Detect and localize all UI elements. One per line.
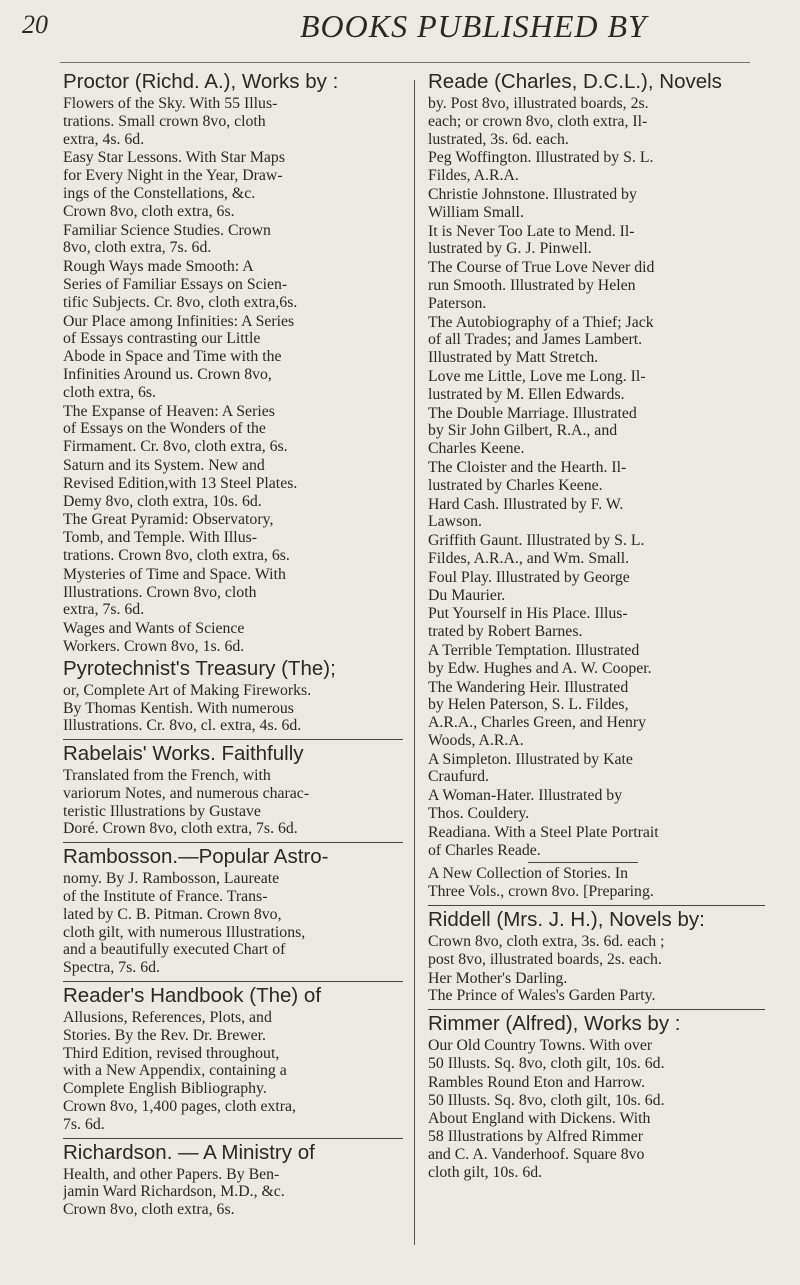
entry-line: Complete English Bibliography. (63, 1080, 267, 1098)
entry-line: Crown 8vo, 1,400 pages, cloth extra, (63, 1098, 296, 1116)
author-heading (428, 1012, 765, 1036)
entry-line: trations. Crown 8vo, cloth extra, 6s. (63, 546, 290, 564)
entry-line: About England with Dickens. With (428, 1110, 651, 1128)
entry-line: lustrated by G. J. Pinwell. (428, 240, 592, 258)
entry-line: Wages and Wants of Science (63, 620, 245, 638)
section-divider (528, 862, 638, 863)
entry-line: Hard Cash. Illustrated by F. W. (428, 495, 624, 513)
entry-line: by. Post 8vo, illustrated boards, 2s. (428, 95, 649, 112)
book-entry (63, 313, 403, 402)
book-entry (428, 933, 765, 969)
entry-line: Tomb, and Temple. With Illus- (63, 529, 258, 547)
book-entry (63, 511, 403, 564)
entry-line: Crown 8vo, cloth extra, 6s. (63, 202, 235, 220)
book-entry (63, 403, 403, 456)
entry-line: 50 Illusts. Sq. 8vo, cloth gilt, 10s. 6d. (428, 1055, 665, 1073)
entry-line: for Every Night in the Year, Draw- (63, 167, 283, 185)
book-entry (63, 457, 403, 510)
author-heading (63, 845, 403, 869)
author-heading (63, 70, 403, 94)
entry-line: The Autobiography of a Thief; Jack (428, 313, 654, 331)
entry-line: Health, and other Papers. By Ben- (63, 1165, 280, 1183)
entry-line: Rough Ways made Smooth: A (63, 258, 254, 276)
entry-line: A Woman-Hater. Illustrated by (428, 787, 623, 805)
author-heading (63, 1141, 403, 1165)
running-head: BOOKS PUBLISHED BY (300, 8, 647, 44)
book-entry (428, 1074, 765, 1110)
author-heading (63, 984, 403, 1008)
entry-line: Griffith Gaunt. Illustrated by S. L. (428, 532, 645, 550)
entry-line: Flowers of the Sky. With 55 Illus- (63, 95, 278, 112)
entry-line: and a beautifully executed Chart of (63, 941, 286, 959)
book-entry (428, 751, 765, 787)
book-entry (428, 314, 765, 367)
entry-line: of all Trades; and James Lambert. (428, 331, 643, 349)
entry-line: It is Never Too Late to Mend. Il- (428, 222, 635, 240)
book-entry (63, 870, 403, 977)
author-line: Pyrotechnist's Treasury (The); (63, 656, 336, 680)
author-line: Riddell (Mrs. J. H.), Novels by: (428, 908, 705, 932)
entry-line: Doré. Crown 8vo, cloth extra, 7s. 6d. (63, 820, 298, 838)
book-entry (428, 259, 765, 312)
book-entry (428, 1110, 765, 1181)
entry-line: The Wandering Heir. Illustrated (428, 678, 629, 696)
entry-line: trations. Small crown 8vo, cloth (63, 112, 266, 130)
entry-line: Familiar Science Studies. Crown (63, 221, 271, 239)
entry-line: Foul Play. Illustrated by George (428, 568, 630, 586)
entry-line: teristic Illustrations by Gustave (63, 802, 261, 820)
page-number: 20 (22, 10, 48, 39)
entry-line: A Simpleton. Illustrated by Kate (428, 750, 633, 768)
entry-line: The Expanse of Heaven: A Series (63, 402, 275, 420)
book-entry (428, 532, 765, 568)
entry-line: Abode in Space and Time with the (63, 348, 282, 366)
entry-line: Rambles Round Eton and Harrow. (428, 1073, 646, 1091)
entry-line: by Sir John Gilbert, R.A., and (428, 422, 618, 440)
book-entry (63, 767, 403, 838)
book-entry (428, 1037, 765, 1073)
entry-line: 7s. 6d. (63, 1115, 105, 1133)
section-divider (428, 905, 765, 906)
entry-line: The Double Marriage. Illustrated (428, 404, 637, 422)
entry-line: Paterson. (428, 294, 487, 312)
book-entry (428, 865, 765, 901)
entry-line: Spectra, 7s. 6d. (63, 959, 160, 977)
entry-line: Crown 8vo, cloth extra, 6s. (63, 1201, 235, 1219)
author-heading (63, 742, 403, 766)
entry-line: Readiana. With a Steel Plate Portrait (428, 823, 659, 841)
entry-line: or, Complete Art of Making Fireworks. (63, 681, 312, 699)
author-line: Richardson. — A Ministry of (63, 1140, 315, 1164)
book-entry (428, 679, 765, 750)
book-entry (428, 605, 765, 641)
author-heading (428, 908, 765, 932)
book-entry (63, 258, 403, 311)
entry-line: Third Edition, revised throughout, (63, 1044, 280, 1062)
entry-line: jamin Ward Richardson, M.D., &c. (63, 1183, 285, 1201)
entry-line: Mysteries of Time and Space. With (63, 565, 286, 583)
entry-line: The Great Pyramid: Observatory, (63, 511, 274, 529)
column-divider (414, 80, 415, 1245)
entry-line: with a New Appendix, containing a (63, 1062, 287, 1080)
entry-line: Du Maurier. (428, 586, 506, 604)
book-entry (63, 222, 403, 258)
author-line: Rimmer (Alfred), Works by : (428, 1012, 681, 1036)
entry-line: The Cloister and the Hearth. Il- (428, 458, 627, 476)
entry-line: post 8vo, illustrated boards, 2s. each. (428, 950, 662, 968)
book-entry (428, 787, 765, 823)
entry-line: trated by Robert Barnes. (428, 623, 583, 641)
header-rule (60, 62, 750, 63)
entry-line: Woods, A.R.A. (428, 731, 524, 749)
entry-line: Fildes, A.R.A., and Wm. Small. (428, 549, 630, 567)
book-entry (63, 1166, 403, 1219)
entry-line: Fildes, A.R.A. (428, 167, 519, 185)
entry-line: lustrated by Charles Keene. (428, 476, 603, 494)
entry-line: The Prince of Wales's Garden Party. (428, 987, 656, 1005)
book-entry (428, 496, 765, 532)
entry-line: Christie Johnstone. Illustrated by (428, 185, 637, 203)
book-entry (428, 459, 765, 495)
entry-line: extra, 7s. 6d. (63, 601, 145, 619)
left-column (63, 70, 403, 1220)
book-entry (428, 149, 765, 185)
entry-line: Illustrations. Crown 8vo, cloth (63, 583, 257, 601)
book-entry (63, 1009, 403, 1134)
book-entry (428, 642, 765, 678)
entry-line: Craufurd. (428, 768, 489, 786)
entry-line: Workers. Crown 8vo, 1s. 6d. (63, 637, 245, 655)
entry-line: each; or crown 8vo, cloth extra, Il- (428, 112, 648, 130)
book-entry (428, 569, 765, 605)
entry-line: Crown 8vo, cloth extra, 3s. 6d. each ; (428, 933, 665, 951)
author-line: Rambosson.—Popular Astro- (63, 845, 329, 869)
entry-line: 50 Illusts. Sq. 8vo, cloth gilt, 10s. 6d. (428, 1091, 665, 1109)
author-line: Proctor (Richd. A.), Works by : (63, 70, 339, 93)
entry-line: Love me Little, Love me Long. Il- (428, 367, 646, 385)
entry-line: of Essays contrasting our Little (63, 330, 261, 348)
author-line: Reader's Handbook (The) of (63, 984, 322, 1008)
entry-line: Illustrations. Cr. 8vo, cl. extra, 4s. 6d. (63, 717, 302, 735)
book-entry (428, 223, 765, 259)
entry-line: cloth gilt, with numerous Illustrations, (63, 923, 306, 941)
entry-line: Put Yourself in His Place. Illus- (428, 605, 628, 623)
entry-line: variorum Notes, and numerous charac- (63, 784, 310, 802)
section-divider (63, 739, 403, 740)
entry-line: of Essays on the Wonders of the (63, 420, 266, 438)
entry-line: cloth extra, 6s. (63, 383, 156, 401)
entry-line: of the Institute of France. Trans- (63, 888, 268, 906)
entry-line: ings of the Constellations, &c. (63, 184, 256, 202)
entry-line: Saturn and its System. New and (63, 456, 265, 474)
entry-line: Revised Edition,with 13 Steel Plates. (63, 474, 298, 492)
entry-line: by Edw. Hughes and A. W. Cooper. (428, 659, 652, 677)
entry-line: Illustrated by Matt Stretch. (428, 349, 599, 367)
entry-line: lated by C. B. Pitman. Crown 8vo, (63, 905, 282, 923)
section-divider (63, 842, 403, 843)
entry-line: Infinities Around us. Crown 8vo, (63, 365, 272, 383)
section-divider (428, 1009, 765, 1010)
entry-line: 8vo, cloth extra, 7s. 6d. (63, 239, 212, 257)
right-column (428, 70, 765, 1183)
entry-line: Charles Keene. (428, 440, 525, 458)
section-divider (63, 981, 403, 982)
entry-line: Lawson. (428, 513, 482, 531)
entry-line: of Charles Reade. (428, 841, 541, 859)
book-entry (428, 368, 765, 404)
entry-line: Stories. By the Rev. Dr. Brewer. (63, 1026, 266, 1044)
entry-line: Our Old Country Towns. With over (428, 1037, 653, 1055)
entry-line: run Smooth. Illustrated by Helen (428, 276, 636, 294)
entry-line: Three Vols., crown 8vo. [Preparing. (428, 883, 654, 901)
entry-line: extra, 4s. 6d. (63, 130, 145, 148)
entry-line: and C. A. Vanderhoof. Square 8vo (428, 1146, 645, 1164)
entry-line: By Thomas Kentish. With numerous (63, 699, 294, 717)
entry-line: A.R.A., Charles Green, and Henry (428, 714, 647, 732)
entry-line: Thos. Couldery. (428, 805, 530, 823)
author-line: Rabelais' Works. Faithfully (63, 742, 304, 766)
entry-line: Her Mother's Darling. (428, 969, 568, 987)
entry-line: William Small. (428, 203, 524, 221)
entry-line: Our Place among Infinities: A Series (63, 312, 295, 330)
entry-line: by Helen Paterson, S. L. Fildes, (428, 696, 629, 714)
book-entry (63, 566, 403, 619)
author-heading (63, 657, 403, 681)
author-line: Reade (Charles, D.C.L.), Novels (428, 70, 722, 93)
entry-line: Translated from the French, with (63, 767, 271, 785)
book-entry (428, 95, 765, 148)
entry-line: Easy Star Lessons. With Star Maps (63, 149, 285, 167)
entry-line: Firmament. Cr. 8vo, cloth extra, 6s. (63, 438, 288, 456)
book-entry (63, 149, 403, 220)
entry-line: Peg Woffington. Illustrated by S. L. (428, 149, 654, 167)
author-heading (428, 70, 765, 94)
book-entry (63, 620, 403, 656)
section-divider (63, 1138, 403, 1139)
entry-line: lustrated, 3s. 6d. each. (428, 130, 569, 148)
book-entry (428, 405, 765, 458)
entry-line: A New Collection of Stories. In (428, 865, 629, 883)
page-header (0, 0, 800, 70)
entry-line: The Course of True Love Never did (428, 259, 655, 277)
entry-line: lustrated by M. Ellen Edwards. (428, 385, 625, 403)
book-entry (428, 970, 765, 1006)
entry-line: cloth gilt, 10s. 6d. (428, 1163, 543, 1181)
book-entry (428, 186, 765, 222)
entry-line: Series of Familiar Essays on Scien- (63, 275, 288, 293)
entry-line: tific Subjects. Cr. 8vo, cloth extra,6s. (63, 293, 298, 311)
entry-line: Demy 8vo, cloth extra, 10s. 6d. (63, 492, 262, 510)
book-entry (63, 95, 403, 148)
book-entry (63, 682, 403, 735)
book-entry (428, 824, 765, 860)
entry-line: 58 Illustrations by Alfred Rimmer (428, 1128, 643, 1146)
entry-line: nomy. By J. Rambosson, Laureate (63, 870, 280, 888)
entry-line: A Terrible Temptation. Illustrated (428, 641, 640, 659)
entry-line: Allusions, References, Plots, and (63, 1009, 272, 1027)
